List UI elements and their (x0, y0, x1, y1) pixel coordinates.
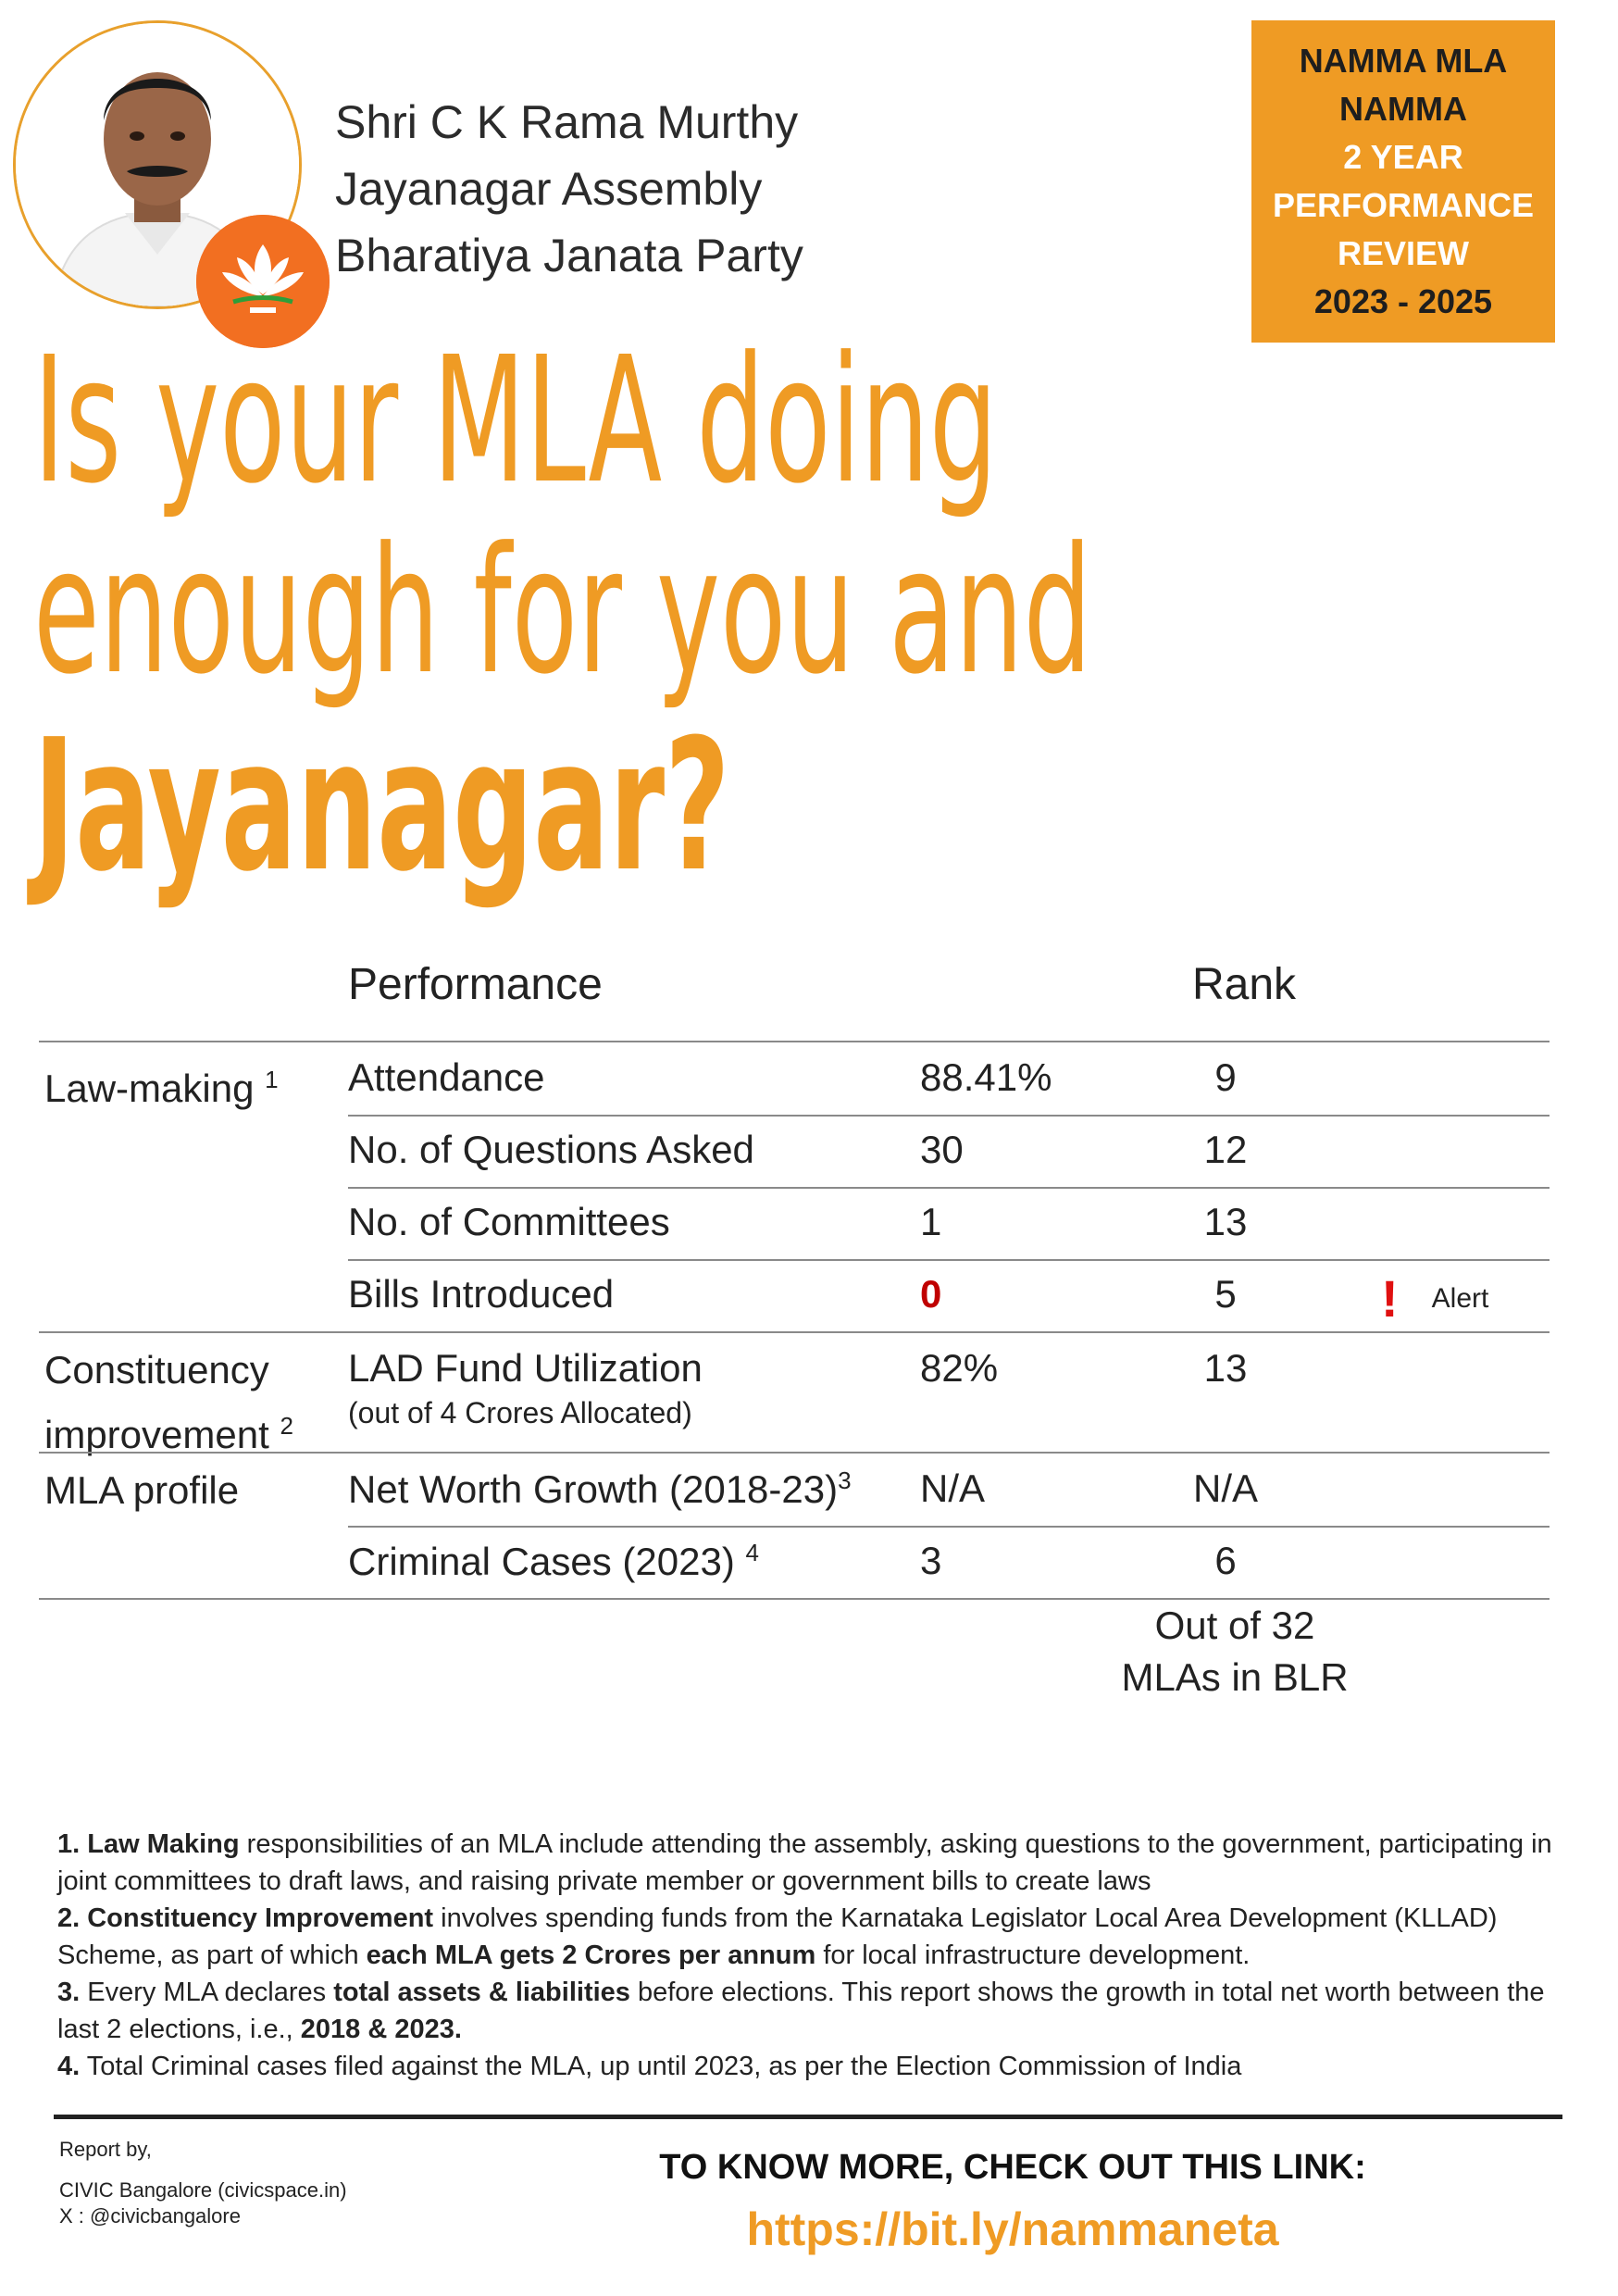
rank-note-line-1: Out of 32 (1154, 1603, 1315, 1647)
metric-value-alert: 0 (920, 1272, 942, 1316)
row-divider (348, 1526, 1550, 1528)
metric-rank: 12 (1203, 1128, 1248, 1171)
metric-label: No. of Questions Asked (348, 1128, 754, 1171)
metric-value: N/A (920, 1466, 986, 1510)
badge-line-4: PERFORMANCE (1272, 186, 1534, 224)
table-row (39, 1452, 1550, 1526)
headline-line-1: Is your MLA doing (33, 319, 998, 522)
performance-table (39, 948, 1550, 1602)
metric-label: Net Worth Growth (2018-23)$^3$ (348, 1466, 852, 1511)
metric-value: 1 (920, 1200, 942, 1243)
badge-line-1: NAMMA MLA (1299, 42, 1508, 80)
report-credit (59, 2137, 347, 2229)
table-row (39, 1526, 1550, 1598)
metric-rank: N/A (1192, 1466, 1258, 1510)
table-row (39, 1331, 1550, 1456)
category-mla-profile: MLA profile (44, 1468, 240, 1512)
rank-note-line-2: MLAs in BLR (1121, 1655, 1349, 1699)
footnotes (57, 1826, 1575, 2085)
mla-constituency: Jayanagar Assembly (335, 163, 763, 215)
header-performance: Performance (348, 960, 603, 1009)
category-constituency-improvement: Constituency improvement $^2$ (44, 1348, 293, 1456)
metric-rank: 6 (1214, 1539, 1237, 1582)
row-divider (348, 1115, 1550, 1117)
footnote-2: 2. Constituency Improvement involves spending funds from the Karnataka Legislator Local Area Development (KLLAD) Scheme, as part of which each MLA gets 2 Crores per annum for local infrastructure development. (57, 1903, 1498, 1970)
table-row (39, 1187, 1550, 1259)
badge-line-6: 2023 - 2025 (1313, 282, 1493, 320)
mla-details (335, 89, 803, 289)
headline (33, 319, 1329, 912)
metric-value: 3 (920, 1539, 942, 1582)
report-handle: X : @civicbangalore (59, 2204, 241, 2227)
footnote-4: 4. Total Criminal cases filed against the MLA, up until 2023, as per the Election Commission of India (57, 2052, 1242, 2081)
metric-rank: 5 (1214, 1272, 1237, 1316)
metric-rank: 13 (1203, 1200, 1248, 1243)
cta-text: TO KNOW MORE, CHECK OUT THIS LINK: (659, 2148, 1366, 2187)
table-row (39, 1115, 1550, 1187)
metric-value: 30 (920, 1128, 964, 1171)
call-to-action (615, 2148, 1411, 2256)
alert-label: Alert (1431, 1282, 1489, 1314)
metric-rank: 13 (1203, 1346, 1248, 1390)
badge-line-5: REVIEW (1337, 234, 1469, 272)
metric-value: 82% (920, 1346, 999, 1390)
metric-value: 88.41% (920, 1055, 1052, 1099)
review-badge (1251, 20, 1555, 343)
cta-link[interactable]: https://bit.ly/nammaneta (746, 2203, 1279, 2255)
headline-line-2: enough for you and (33, 510, 1092, 713)
metric-rank: 9 (1214, 1055, 1237, 1099)
metric-sublabel: (out of 4 Crores Allocated) (348, 1396, 692, 1429)
metric-label: Bills Introduced (348, 1272, 615, 1316)
alert-indicator (1381, 1268, 1488, 1329)
report-by-label: Report by, (59, 2138, 152, 2161)
metric-label: Criminal Cases (2023) $^4$ (348, 1539, 759, 1583)
mla-name: Shri C K Rama Murthy (335, 96, 799, 148)
footer-divider (54, 2115, 1562, 2119)
metric-label: Attendance (348, 1055, 545, 1099)
footnote-3: 3. Every MLA declares total assets & liabilities before elections. This report shows the growth in total net worth between the last 2 elections, i.e., 2018 & 2023. (57, 1978, 1545, 2044)
row-divider (348, 1187, 1550, 1189)
badge-line-2: NAMMA (1339, 90, 1467, 128)
row-divider (348, 1259, 1550, 1261)
footnote-1: 1. Law Making responsibilities of an MLA include attending the assembly, asking questions to the government, participating in joint committees to draft laws, and raising private member or government bills to create laws (57, 1829, 1552, 1896)
metric-label: No. of Committees (348, 1200, 670, 1243)
report-org: CIVIC Bangalore (civicspace.in) (59, 2178, 347, 2202)
table-row (39, 1041, 1550, 1115)
rank-note (1096, 1600, 1374, 1703)
mla-party: Bharatiya Janata Party (335, 230, 803, 281)
headline-line-3: Jayanagar? (33, 701, 730, 912)
header-rank: Rank (1192, 960, 1297, 1009)
table-row (39, 1259, 1550, 1331)
badge-line-3: 2 YEAR (1343, 138, 1463, 176)
exclamation-icon: ! (1381, 1269, 1399, 1328)
metric-label: LAD Fund Utilization (out of 4 Crores Allocated) (348, 1346, 703, 1429)
category-law-making: Law-making $^1$ (44, 1066, 279, 1110)
table-header (39, 948, 1550, 1041)
